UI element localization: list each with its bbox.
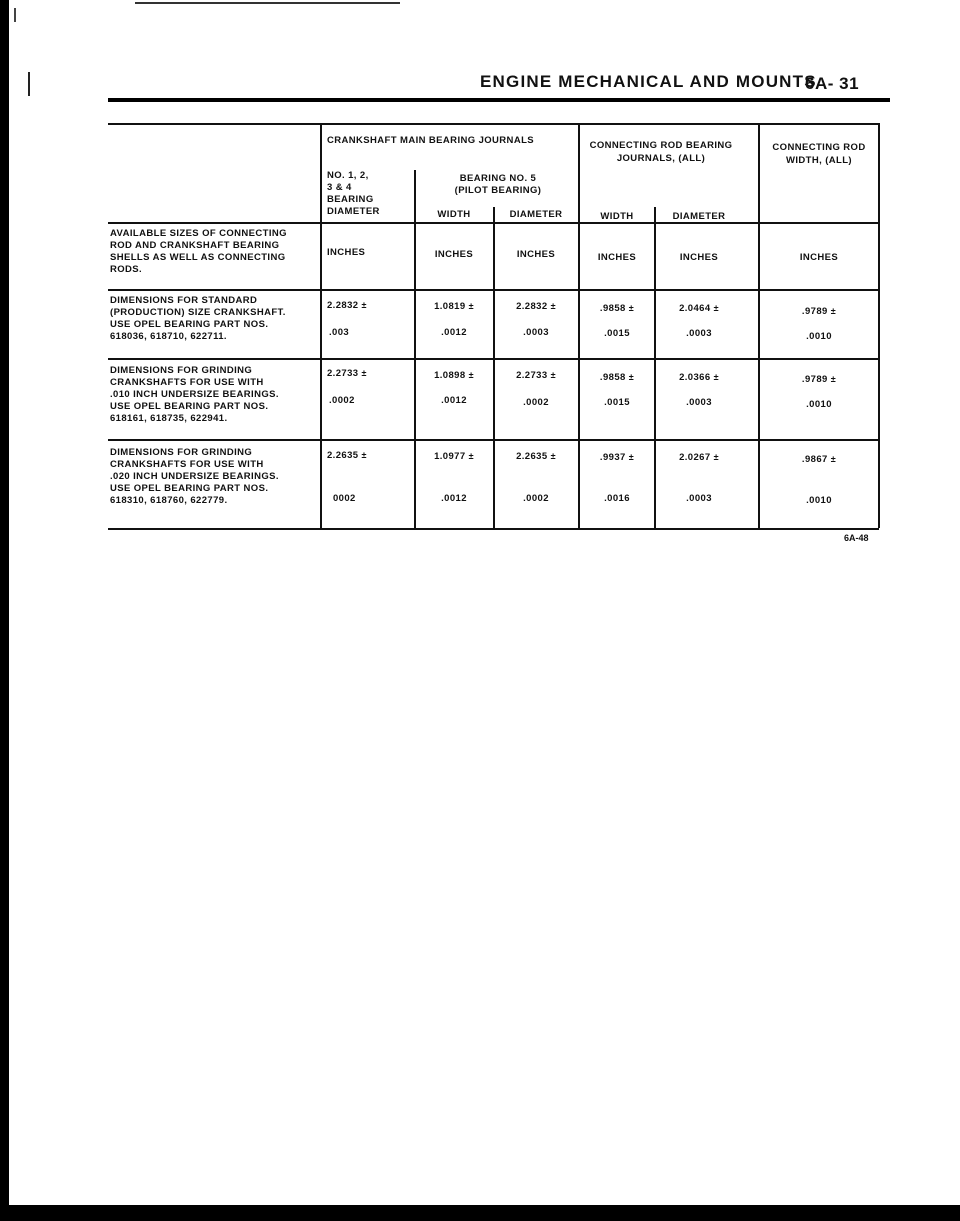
row3-label-5: 618310, 618760, 622779. [110, 495, 228, 506]
row1-tol-3: .0003 [523, 327, 549, 338]
row2-tol-5: .0003 [686, 397, 712, 408]
header-rod-diameter: DIAMETER [672, 211, 726, 222]
header-diameter: DIAMETER [509, 209, 563, 220]
header-bearing-no5-a: BEARING NO. 5 [459, 173, 537, 184]
row1-label-3: USE OPEL BEARING PART NOS. [110, 319, 269, 330]
figure-id: 6A-48 [844, 533, 869, 543]
row3-label-3: .020 INCH UNDERSIZE BEARINGS. [110, 471, 279, 482]
header-no-1-2-c: BEARING [327, 194, 374, 205]
section-title: ENGINE MECHANICAL AND MOUNTS [480, 72, 817, 91]
header-no-1-2-d: DIAMETER [327, 206, 380, 217]
row1-value-5: 2.0464 ± [679, 303, 719, 314]
header-rod-width-2: WIDTH, (ALL) [785, 155, 853, 166]
row-rule-1 [108, 222, 879, 224]
unit-col-2: INCHES [434, 249, 474, 260]
row1-label-2: (PRODUCTION) SIZE CRANKSHAFT. [110, 307, 286, 318]
row1-tol-6: .0010 [806, 331, 832, 342]
row3-value-3: 2.2635 ± [516, 451, 556, 462]
header-no-1-2-b: 3 & 4 [327, 182, 352, 193]
row1-tol-1: .003 [329, 327, 350, 338]
bearing-spec-table [108, 120, 879, 532]
row2-value-4: .9858 ± [599, 372, 635, 383]
row1-value-1: 2.2832 ± [327, 300, 367, 311]
row-rule-4 [108, 439, 879, 441]
row2-tol-4: .0015 [604, 397, 630, 408]
unit-col-6: INCHES [799, 252, 839, 263]
divider-rod-sub [654, 207, 656, 528]
row2-tol-6: .0010 [806, 399, 832, 410]
page-header [108, 72, 890, 98]
row3-value-6: .9867 ± [801, 454, 837, 465]
row3-tol-2: .0012 [441, 493, 467, 504]
row2-value-1: 2.2733 ± [327, 368, 367, 379]
unit-col-3: INCHES [516, 249, 556, 260]
header-rod-width: WIDTH [600, 211, 634, 222]
row2-value-2: 1.0898 ± [434, 370, 474, 381]
row1-tol-5: .0003 [686, 328, 712, 339]
row2-value-5: 2.0366 ± [679, 372, 719, 383]
scan-edge-left [0, 0, 9, 1221]
header-crankshaft-main: CRANKSHAFT MAIN BEARING JOURNALS [327, 135, 535, 146]
header-rule [108, 98, 890, 102]
divider-crank-sub2 [493, 207, 495, 528]
row3-value-4: .9937 ± [599, 452, 635, 463]
unit-col-4: INCHES [597, 252, 637, 263]
row3-label-4: USE OPEL BEARING PART NOS. [110, 483, 269, 494]
page-number: 6A- 31 [805, 74, 860, 93]
row3-value-2: 1.0977 ± [434, 451, 474, 462]
row2-tol-2: .0012 [441, 395, 467, 406]
table-right-edge [878, 123, 880, 528]
divider-label [320, 123, 322, 528]
row2-label-1: DIMENSIONS FOR GRINDING [110, 365, 253, 376]
row3-value-1: 2.2635 ± [327, 450, 367, 461]
row3-tol-3: .0002 [523, 493, 549, 504]
header-connecting-rod-2: JOURNALS, (ALL) [616, 153, 706, 164]
unit-col-5: INCHES [679, 252, 719, 263]
units-label-1: AVAILABLE SIZES OF CONNECTING [110, 228, 287, 239]
row2-label-5: 618161, 618735, 622941. [110, 413, 228, 424]
row-rule-2 [108, 289, 879, 291]
header-bearing-no5-b: (PILOT BEARING) [454, 185, 542, 196]
row2-value-3: 2.2733 ± [516, 370, 556, 381]
scan-mark-left [28, 72, 30, 96]
row1-value-6: .9789 ± [801, 306, 837, 317]
units-label-2: ROD AND CRANKSHAFT BEARING [110, 240, 280, 251]
row1-label-1: DIMENSIONS FOR STANDARD [110, 295, 258, 306]
row3-tol-5: .0003 [686, 493, 712, 504]
row1-value-3: 2.2832 ± [516, 301, 556, 312]
row3-label-1: DIMENSIONS FOR GRINDING [110, 447, 253, 458]
row3-tol-6: .0010 [806, 495, 832, 506]
header-connecting-rod-1: CONNECTING ROD BEARING [589, 140, 733, 151]
row1-tol-4: .0015 [604, 328, 630, 339]
row2-tol-1: .0002 [329, 395, 355, 406]
divider-crank [578, 123, 580, 528]
row1-value-2: 1.0819 ± [434, 301, 474, 312]
scan-mark-left-upper [14, 8, 16, 22]
header-rod-width-1: CONNECTING ROD [772, 142, 866, 153]
row2-value-6: .9789 ± [801, 374, 837, 385]
row2-label-4: USE OPEL BEARING PART NOS. [110, 401, 269, 412]
row2-tol-3: .0002 [523, 397, 549, 408]
unit-col-1: INCHES [327, 247, 366, 258]
scan-edge-bottom [0, 1205, 960, 1221]
row1-value-4: .9858 ± [599, 303, 635, 314]
row-rule-3 [108, 358, 879, 360]
row2-label-2: CRANKSHAFTS FOR USE WITH [110, 377, 264, 388]
row1-tol-2: .0012 [441, 327, 467, 338]
divider-rod [758, 123, 760, 528]
units-label-4: RODS. [110, 264, 143, 275]
row1-label-4: 618036, 618710, 622711. [110, 331, 227, 342]
table-top-rule [108, 123, 879, 125]
row3-tol-4: .0016 [604, 493, 630, 504]
row2-label-3: .010 INCH UNDERSIZE BEARINGS. [110, 389, 279, 400]
row3-value-5: 2.0267 ± [679, 452, 719, 463]
row3-tol-1: 0002 [333, 493, 356, 504]
header-no-1-2-a: NO. 1, 2, [327, 170, 369, 181]
units-label-3: SHELLS AS WELL AS CONNECTING [110, 252, 286, 263]
table-bottom-rule [108, 528, 879, 530]
row3-label-2: CRANKSHAFTS FOR USE WITH [110, 459, 264, 470]
header-width: WIDTH [437, 209, 471, 220]
scan-mark-top [135, 2, 400, 4]
